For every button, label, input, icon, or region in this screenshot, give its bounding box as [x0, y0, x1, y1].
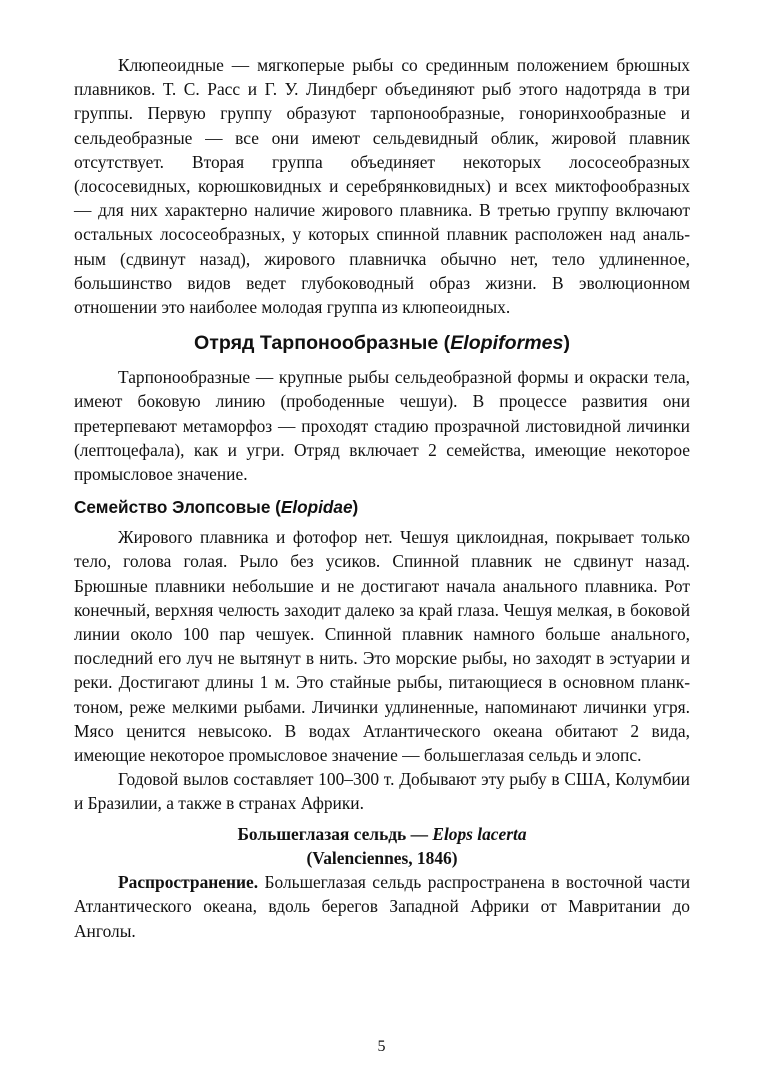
- page-number: 5: [377, 1038, 386, 1055]
- order-heading: [74, 331, 690, 355]
- intro-paragraph: Клюпеоидные — мягкоперые рыбы со срединным положением брюшных плавников. Т. С. Расс и Г. У. Линдберг объединяют рыб этого надотряда в три группы. Первую группу образуют тарпонообразные, гоноринхообразные и сельдеобразные — все они имеют сельдевидный облик, жировой плавник отсутствует. Вторая группа объединяет некоторых лососеобразных (лососевидных, корюшковидных и серебрянковидных) и всех миктофообразных — для них характерно наличие жирового плавника. В третью группу включают остальных лососеобразных, у которых спинной плавник расположен над анальным (сдвинут назад), жирового плавничка обычно нет, тело удлиненное, большинство видов ведет глубоководный образ жизни. В эволюционном отношении это наиболее молодая группа из клюпеоидных.: [74, 55, 690, 318]
- page-body: [74, 53, 690, 943]
- distribution-text: Большеглазая сельдь распространена в восточной части Атлантического океана, вдоль берегов Западной Африки от Мавритании до Анголы.: [74, 872, 690, 941]
- family-heading: [74, 496, 690, 518]
- family-heading-latin: Elopidae: [280, 497, 353, 518]
- species-heading: [74, 822, 690, 870]
- distribution-label: Распространение.: [118, 872, 259, 893]
- species-name-latin: Elops lacerta: [432, 823, 527, 844]
- family-paragraph-2: Годовой вылов составляет 100–300 т. Добывают эту рыбу в США, Колумбии и Бразилии, а также в странах Африки.: [74, 769, 690, 814]
- order-heading-suffix: ): [563, 332, 570, 355]
- order-heading-latin: Elopiformes: [450, 332, 564, 355]
- order-paragraph: Тарпонообразные — крупные рыбы сельдеобразной формы и окраски тела, имеют боковую линию (прободенные чешуи). В процессе развития они претерпевают метаморфоз — проходят стадию прозрачной листовидной личинки (лептоцефала), как и угри. Отряд включает 2 семейства, имеющие некоторое промысловое значение.: [74, 367, 690, 485]
- order-heading-prefix: Отряд Тарпонообразные (: [194, 332, 451, 355]
- species-authority: (Valenciennes, 1846): [306, 847, 458, 868]
- family-paragraph-1: Жирового плавника и фотофор нет. Чешуя циклоидная, покрывает только тело, голова голая. Рыло без усиков. Спинной плавник не сдвинут назад. Брюшные плавники небольшие и не достигают начала анального плавника. Рот конечный, верхняя челюсть заходит далеко за край глаза. Чешуя мелкая, в боковой линии около 100 пар чешуек. Спинной плавник намного больше анального, последний его луч не вытянут в нить. Это морские рыбы, но заходят в эстуарии и реки. Достигают длины 1 м. Это стайные рыбы, питающиеся в основном планктоном, реже мелкими рыбами. Личинки удлиненные, напоминают личинки угря. Мясо ценится невысоко. В водах Атлантического океана обитают 2 вида, имеющие некоторое промысловое значение — большеглазая сельдь и элопс.: [74, 527, 690, 766]
- family-heading-suffix: ): [352, 497, 359, 518]
- species-name-ru: Большеглазая сельдь —: [237, 823, 433, 844]
- species-name-line: [74, 822, 690, 846]
- species-distribution-paragraph: [74, 870, 690, 943]
- family-heading-prefix: Семейство Элопсовые (: [74, 497, 281, 518]
